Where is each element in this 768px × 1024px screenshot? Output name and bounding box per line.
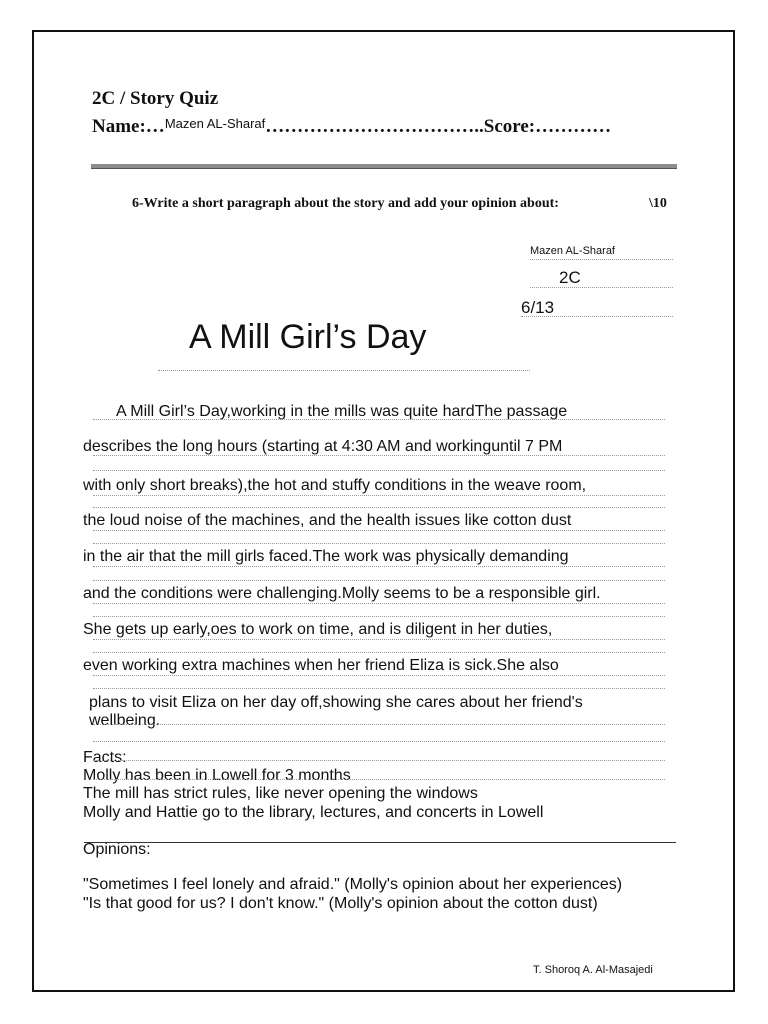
name-label: Name:… [92,116,165,137]
fact-item: Molly and Hattie go to the library, lectures, and concerts in Lowell [83,804,544,821]
answer-line [93,419,665,420]
story-title: A Mill Girl’s Day [189,318,427,356]
teacher-name: T. Shoroq A. Al-Masajedi [533,964,653,976]
answer-line [93,566,665,567]
header-divider [91,164,677,169]
opinion-item: "Sometimes I feel lonely and afraid." (Molly's opinion about her experiences) [83,876,623,893]
answer-line [93,495,665,496]
answer-line [93,470,665,471]
paragraph-line: in the air that the mill girls faced.The work was physically demanding [83,548,569,565]
paragraph-line: A Mill Girl’s Day,working in the mills was quite hardThe passage [116,403,568,420]
section-divider [84,842,676,843]
paragraph-line: plans to visit Eliza on her day off,showing she cares about her friend's [89,694,583,711]
student-name: Mazen AL-Sharaf [530,245,615,257]
student-class-underline [530,287,673,288]
fact-item: Molly has been in Lowell for 3 months [83,767,351,784]
opinions-label: Opinions: [83,841,151,858]
answer-line [93,741,665,742]
paragraph-line: She gets up early,oes to work on time, and is diligent in her duties, [83,621,553,638]
answer-line [93,688,665,689]
answer-line [93,652,665,653]
answer-line [93,580,665,581]
answer-line [93,639,665,640]
quiz-title: 2C / Story Quiz [92,88,219,109]
answer-line [93,760,665,761]
student-class: 2C [559,268,581,287]
answer-line [93,675,665,676]
answer-line [93,507,665,508]
paragraph-line: with only short breaks),the hot and stuffy conditions in the weave room, [83,477,587,494]
student-date-underline [521,316,673,317]
paragraph-line: and the conditions were challenging.Molly seems to be a responsible girl. [83,585,601,602]
score-label: Score:………… [483,116,612,137]
answer-line [93,455,665,456]
answer-line [93,779,665,780]
paragraph-line: wellbeing. [89,712,161,729]
story-title-underline [158,370,530,371]
name-row [92,116,611,138]
answer-line [93,543,665,544]
question-text: 6-Write a short paragraph about the story and add your opinion about: [132,196,559,211]
student-name-underline [530,259,673,260]
question-points: \10 [649,196,667,211]
name-value: Mazen AL-Sharaf [164,116,266,131]
paragraph-line: the loud noise of the machines, and the health issues like cotton dust [83,512,572,529]
name-dots: …………………………….. [265,116,484,137]
paragraph-line: describes the long hours (starting at 4:30 AM and workinguntil 7 PM [83,438,563,455]
facts-label: Facts: [83,749,127,766]
answer-line [93,603,665,604]
answer-line [93,530,665,531]
student-date: 6/13 [521,298,555,317]
answer-line [93,616,665,617]
fact-item: The mill has strict rules, like never opening the windows [83,785,478,802]
opinion-item: "Is that good for us? I don't know." (Molly's opinion about the cotton dust) [83,895,598,912]
paragraph-line: even working extra machines when her friend Eliza is sick.She also [83,657,559,674]
answer-line [93,724,665,725]
